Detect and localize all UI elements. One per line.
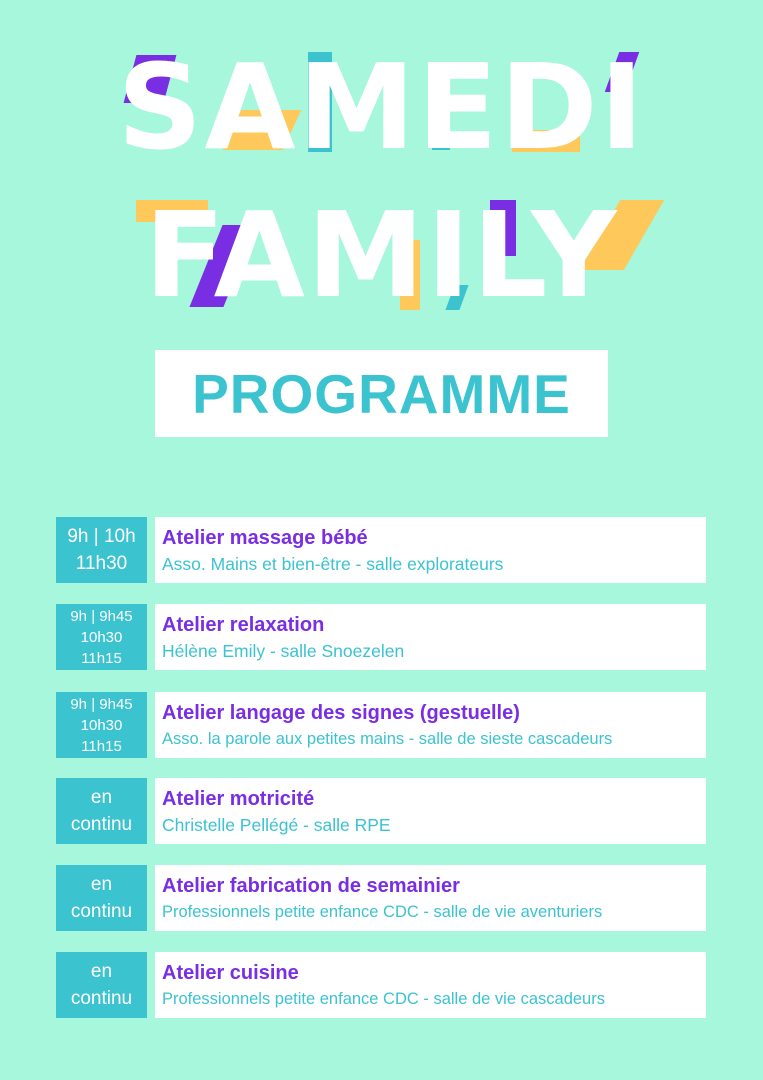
title-family: FAMILY [144,186,619,324]
activity-title: Atelier massage bébé [162,527,368,549]
schedule-row-semainier [56,865,706,931]
activity-details: Christelle Pellégé - salle RPE [162,815,391,835]
time-label: 11h15 [81,649,122,667]
time-label: continu [70,814,133,835]
time-label: 11h15 [81,737,122,755]
time-label: continu [70,988,133,1009]
schedule-row-massage [56,517,706,583]
activity-title: Atelier cuisine [162,962,299,984]
activity-card [155,952,706,1018]
activity-title: Atelier fabrication de semainier [162,875,460,897]
programme-banner [155,350,608,437]
time-label: en [90,874,113,895]
schedule-row-cuisine [56,952,706,1018]
activity-title: Atelier relaxation [162,614,325,636]
time-slot [56,952,147,1018]
time-slot [56,517,147,583]
time-slot [56,604,147,670]
activity-details: Asso. Mains et bien-être - salle explorateurs [162,554,504,574]
programme-label: PROGRAMME [192,362,571,425]
activity-card [155,865,706,931]
time-label: 10h30 [80,628,123,646]
activity-details: Professionnels petite enfance CDC - salle de vie cascadeurs [162,990,605,1008]
title-samedi: SAMEDI [117,38,646,176]
activity-details: Asso. la parole aux petites mains - salle de sieste cascadeurs [162,730,613,748]
time-slot [56,692,147,758]
schedule-row-relaxation [56,604,706,670]
time-slot [56,865,147,931]
activity-title: Atelier motricité [162,788,315,810]
time-label: 11h30 [75,553,128,574]
activity-card [155,692,706,758]
activity-card [155,517,706,583]
time-slot [56,778,147,844]
time-label: en [90,787,113,808]
activity-card [155,604,706,670]
activity-details: Hélène Emily - salle Snoezelen [162,641,405,661]
time-label: 9h | 9h45 [70,695,133,713]
activity-title: Atelier langage des signes (gestuelle) [162,702,520,724]
time-label: 9h | 10h [67,526,136,547]
time-label: en [90,961,113,982]
schedule-row-motricite [56,778,706,844]
time-label: continu [70,901,133,922]
time-label: 10h30 [80,716,123,734]
activity-card [155,778,706,844]
time-label: 9h | 9h45 [70,607,133,625]
schedule-row-signes [56,692,706,758]
activity-details: Professionnels petite enfance CDC - salle de vie aventuriers [162,903,603,921]
